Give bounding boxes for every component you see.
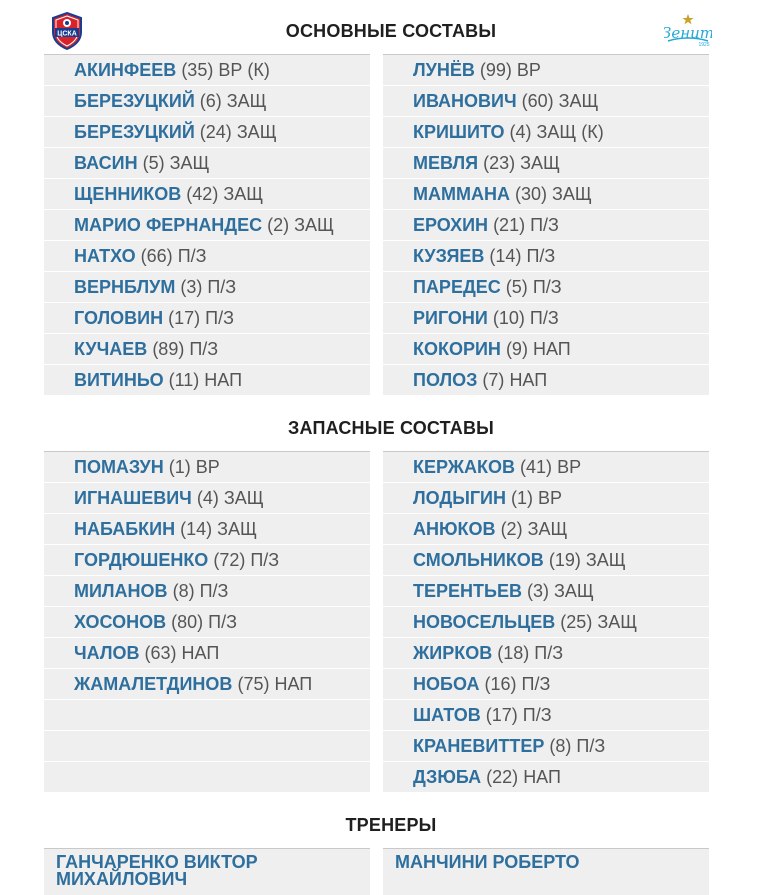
player-number: (17) [168, 308, 201, 328]
coaches-heading: ТРЕНЕРЫ [345, 815, 437, 835]
player-name-link[interactable]: ЖАМАЛЕТДИНОВ [74, 674, 233, 694]
player-row [383, 272, 709, 302]
player-position: П/З [522, 705, 552, 725]
player-row [44, 55, 370, 85]
player-position: П/З [576, 736, 606, 756]
player-position: П/З [521, 674, 551, 694]
player-row [44, 303, 370, 333]
player-position: П/З [250, 550, 280, 570]
player-number: (30) [515, 184, 548, 204]
empty-row [44, 731, 370, 761]
player-number: (1) [511, 488, 533, 508]
player-position: НАП [204, 370, 243, 390]
player-position: ВР [557, 457, 582, 477]
player-number: (21) [493, 215, 526, 235]
player-position: ЗАЩ [236, 122, 277, 142]
player-name-link[interactable]: ЩЕННИКОВ [74, 184, 182, 204]
player-number: (17) [485, 705, 518, 725]
player-name-link[interactable]: КРАНЕВИТТЕР [413, 736, 545, 756]
player-name-link[interactable]: ПАРЕДЕС [413, 277, 501, 297]
player-name-link[interactable]: ВЕРНБЛУМ [74, 277, 176, 297]
player-number: (14) [489, 246, 522, 266]
player-name-link[interactable]: СМОЛЬНИКОВ [413, 550, 544, 570]
player-row [44, 272, 370, 302]
home-coach-link[interactable]: ГАНЧАРЕНКО ВИКТОР МИХАЙЛОВИЧ [44, 848, 370, 895]
player-position: НАП [274, 674, 313, 694]
player-number: (2) [267, 215, 290, 235]
player-name-link[interactable]: ВИТИНЬО [74, 370, 164, 390]
player-number: (9) [505, 339, 528, 359]
empty-row [44, 700, 370, 730]
player-name-link[interactable]: КУЗЯЕВ [413, 246, 485, 266]
player-row [383, 731, 709, 761]
player-position: П/З [208, 612, 237, 632]
player-number: (4) [509, 122, 532, 142]
player-row [383, 514, 709, 544]
player-number: (41) [520, 457, 553, 477]
player-name-link[interactable]: ГОРДЮШЕНКО [74, 550, 209, 570]
player-number: (99) [479, 60, 512, 80]
svg-text:1925: 1925 [698, 42, 710, 47]
player-row [44, 365, 370, 395]
player-position: ЗАЩ [520, 153, 560, 173]
player-name-link[interactable]: ВАСИН [74, 153, 138, 173]
player-row [44, 334, 370, 364]
player-name-link[interactable]: ЧАЛОВ [74, 643, 140, 663]
player-name-link[interactable]: ЛОДЫГИН [413, 488, 506, 508]
player-position: П/З [530, 215, 559, 235]
player-row [383, 86, 709, 116]
player-row [44, 148, 370, 178]
svg-text:ЦСКА: ЦСКА [57, 30, 77, 38]
player-name-link[interactable]: ИГНАШЕВИЧ [74, 488, 192, 508]
main-lineups-heading: ОСНОВНЫЕ СОСТАВЫ [285, 21, 497, 41]
player-row [383, 576, 709, 606]
player-number: (8) [172, 581, 195, 601]
player-name-link[interactable]: ЖИРКОВ [413, 643, 493, 663]
player-position: ВР [516, 60, 541, 80]
player-row [383, 452, 709, 482]
player-number: (63) [144, 643, 177, 663]
player-name-link[interactable]: НОВОСЕЛЬЦЕВ [413, 612, 556, 632]
player-name-link[interactable]: БЕРЕЗУЦКИЙ [74, 122, 195, 142]
player-number: (60) [521, 91, 554, 111]
player-number: (8) [549, 736, 572, 756]
player-name-link[interactable]: ЛУНЁВ [413, 60, 475, 80]
player-position: П/З [526, 246, 556, 266]
player-row [44, 452, 370, 482]
svg-text:Зенит: Зенит [664, 24, 712, 42]
player-position: ВР [538, 488, 563, 508]
player-number: (80) [171, 612, 204, 632]
player-row [44, 669, 370, 699]
player-name-link[interactable]: ХОСОНОВ [74, 612, 167, 632]
player-position: НАП [509, 370, 548, 390]
player-row [383, 607, 709, 637]
player-number: (3) [526, 581, 549, 601]
player-position: П/З [207, 277, 237, 297]
player-position: П/З [189, 339, 219, 359]
player-number: (18) [497, 643, 530, 663]
player-position: НАП [523, 767, 561, 787]
player-number: (42) [186, 184, 219, 204]
player-position: ЗАЩ [294, 215, 334, 235]
player-number: (14) [180, 519, 213, 539]
player-number: (89) [152, 339, 185, 359]
player-number: (7) [482, 370, 505, 390]
player-position: ЗАЩ [223, 488, 264, 508]
player-position: П/З [205, 308, 234, 328]
player-name-link[interactable]: АНЮКОВ [413, 519, 496, 539]
player-position: П/З [177, 246, 207, 266]
player-row [44, 483, 370, 513]
player-name-link[interactable]: ТЕРЕНТЬЕВ [413, 581, 522, 601]
player-row [383, 483, 709, 513]
player-position: П/З [532, 277, 562, 297]
player-number: (66) [140, 246, 173, 266]
player-name-link[interactable]: ПОМАЗУН [74, 457, 164, 477]
player-number: (22) [486, 767, 519, 787]
away-coach-link[interactable]: МАНЧИНИ РОБЕРТО [383, 848, 709, 895]
player-position: ЗАЩ [527, 519, 568, 539]
player-row [383, 117, 709, 147]
player-row [44, 545, 370, 575]
player-number: (2) [500, 519, 523, 539]
player-number: (72) [213, 550, 246, 570]
player-name-link[interactable]: НОБОА [413, 674, 480, 694]
player-row [383, 365, 709, 395]
player-row [383, 148, 709, 178]
player-number: (6) [199, 91, 222, 111]
player-name-link[interactable]: ГОЛОВИН [74, 308, 164, 328]
player-position: ЗАЩ [223, 184, 264, 204]
player-name-link[interactable]: ИВАНОВИЧ [413, 91, 517, 111]
player-number: (5) [505, 277, 528, 297]
player-name-link[interactable]: МИЛАНОВ [74, 581, 168, 601]
player-position: НАП [181, 643, 220, 663]
player-position: П/З [529, 308, 559, 328]
player-name-link[interactable]: МАРИО ФЕРНАНДЕС [74, 215, 263, 235]
player-row [383, 179, 709, 209]
player-position: ЗАЩ [552, 184, 592, 204]
player-position: ЗАЩ [558, 91, 599, 111]
player-row [44, 117, 370, 147]
player-row [383, 700, 709, 730]
player-row [44, 576, 370, 606]
player-position: ВР [195, 457, 220, 477]
player-position: П/З [534, 643, 564, 663]
player-number: (5) [142, 153, 165, 173]
player-name-link[interactable]: АКИНФЕЕВ [74, 60, 177, 80]
player-name-link[interactable]: КРИШИТО [413, 122, 505, 142]
player-row [44, 607, 370, 637]
player-row [44, 210, 370, 240]
player-row [44, 179, 370, 209]
player-row [44, 86, 370, 116]
player-number: (16) [484, 674, 517, 694]
player-name-link[interactable]: ШАТОВ [413, 705, 481, 725]
away-main-lineup [383, 54, 709, 396]
player-position: ЗАЩ [585, 550, 626, 570]
player-position: П/З [199, 581, 229, 601]
player-name-link[interactable]: КЕРЖАКОВ [413, 457, 516, 477]
player-number: (24) [199, 122, 232, 142]
home-subs-list [44, 451, 370, 793]
player-row [383, 334, 709, 364]
player-number: (3) [180, 277, 203, 297]
player-row [44, 514, 370, 544]
player-number: (23) [483, 153, 516, 173]
player-number: (4) [196, 488, 219, 508]
player-name-link[interactable]: КОКОРИН [413, 339, 501, 359]
player-position: ЗАЩ [553, 581, 594, 601]
player-position: ЗАЩ [169, 153, 210, 173]
player-name-link[interactable]: МАММАНА [413, 184, 510, 204]
player-row [383, 638, 709, 668]
subs-heading: ЗАПАСНЫЕ СОСТАВЫ [288, 418, 494, 438]
player-name-link[interactable]: РИГОНИ [413, 308, 488, 328]
player-name-link[interactable]: ПОЛОЗ [413, 370, 478, 390]
away-subs-list [383, 451, 709, 793]
player-position: ЗАЩ (К) [536, 122, 604, 142]
home-main-lineup [44, 54, 370, 396]
player-row [44, 241, 370, 271]
player-row [44, 638, 370, 668]
player-number: (19) [548, 550, 581, 570]
player-row [383, 669, 709, 699]
player-row [383, 55, 709, 85]
player-number: (25) [560, 612, 593, 632]
player-position: ВР (К) [218, 60, 270, 80]
player-name-link[interactable]: МЕВЛЯ [413, 153, 479, 173]
player-number: (10) [492, 308, 525, 328]
player-row [383, 241, 709, 271]
player-number: (1) [168, 457, 191, 477]
player-name-link[interactable]: ЕРОХИН [413, 215, 489, 235]
player-row [383, 303, 709, 333]
player-row [383, 545, 709, 575]
player-position: ЗАЩ [226, 91, 267, 111]
player-row [383, 762, 709, 792]
player-position: ЗАЩ [597, 612, 638, 632]
empty-row [44, 762, 370, 792]
player-number: (75) [237, 674, 270, 694]
player-name-link[interactable]: БЕРЕЗУЦКИЙ [74, 91, 195, 111]
player-number: (11) [168, 370, 200, 390]
player-position: НАП [532, 339, 571, 359]
player-number: (35) [181, 60, 214, 80]
player-row [383, 210, 709, 240]
player-position: ЗАЩ [217, 519, 257, 539]
player-name-link[interactable]: КУЧАЕВ [74, 339, 148, 359]
player-name-link[interactable]: НАБАБКИН [74, 519, 176, 539]
player-name-link[interactable]: НАТХО [74, 246, 136, 266]
player-name-link[interactable]: ДЗЮБА [413, 767, 482, 787]
